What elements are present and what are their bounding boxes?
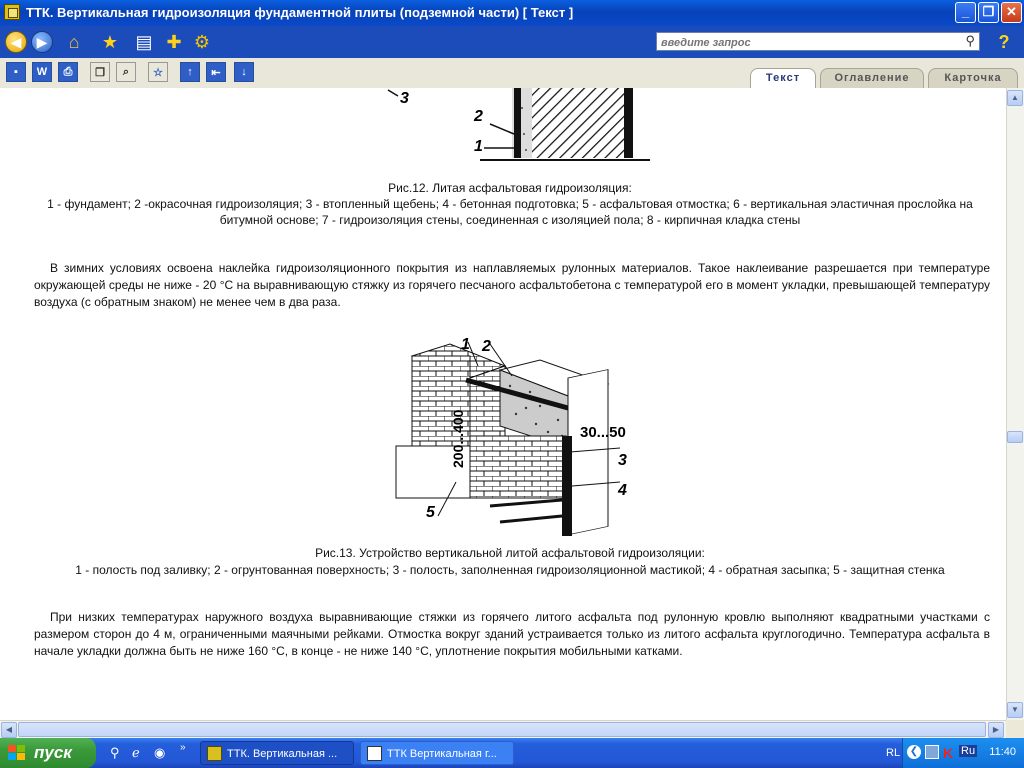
minimize-button[interactable]: _ <box>955 2 976 23</box>
forward-button[interactable] <box>30 30 54 54</box>
settings-button[interactable] <box>190 30 214 54</box>
document-button[interactable] <box>132 30 156 54</box>
find-document-icon: ⌕ <box>122 65 130 78</box>
taskbar-item-2[interactable] <box>360 741 514 765</box>
add-to-favorites-button[interactable] <box>148 62 168 82</box>
export-word-button[interactable] <box>32 62 52 82</box>
help-button[interactable] <box>992 30 1016 54</box>
search-icon[interactable]: ⚲ <box>965 33 975 48</box>
taskbar-item-1[interactable] <box>200 741 354 765</box>
copy-icon: ❐ <box>95 66 105 79</box>
document-content <box>0 88 1006 720</box>
forward-arrow-icon: ▶ <box>31 31 53 53</box>
figure-12-caption-title: Рис.12. Литая асфальтовая гидроизоляция: <box>388 181 632 195</box>
save-button[interactable] <box>6 62 26 82</box>
vertical-scrollbar[interactable] <box>1006 88 1024 720</box>
figure-13-label-1: 1 <box>461 336 470 353</box>
maximize-button[interactable]: ❐ <box>978 2 999 23</box>
favorites-button[interactable] <box>98 30 122 54</box>
arrow-left-icon: ⇤ <box>211 66 221 79</box>
scroll-right-button[interactable]: ▶ <box>988 722 1004 738</box>
back-button[interactable] <box>4 30 28 54</box>
home-button[interactable] <box>62 30 86 54</box>
search-box[interactable] <box>656 32 980 51</box>
print-button[interactable] <box>58 62 78 82</box>
scroll-left-button[interactable]: ◀ <box>1 722 17 738</box>
system-tray <box>902 738 1024 768</box>
download-button[interactable] <box>234 62 254 82</box>
gear-icon: ⚙ <box>193 31 211 52</box>
back-arrow-icon: ◀ <box>5 31 27 53</box>
find-in-document-button[interactable] <box>116 62 136 82</box>
horizontal-scrollbar[interactable] <box>0 720 1006 738</box>
figure-13-caption-body: 1 - полость под заливку; 2 - огрунтованная поверхность; 3 - полость, заполненная гидроизоляционной мастикой; 4 - обратная засыпка; 5 - защитная стенка <box>75 563 945 577</box>
windows-logo-icon <box>8 745 26 761</box>
figure-13-label-4: 4 <box>618 482 627 499</box>
taskbar <box>0 738 1024 768</box>
copy-button[interactable] <box>90 62 110 82</box>
figure-12-label-1: 1 <box>474 138 483 155</box>
quicklaunch-more-icon[interactable]: » <box>180 742 186 753</box>
add-document-icon: ✚ <box>166 31 182 52</box>
taskbar-item-label: ТТК. Вертикальная ... <box>227 748 338 760</box>
figure-13-label-dim1: 30...50 <box>580 424 626 441</box>
keyboard-layout-indicator[interactable]: Ru <box>961 745 976 757</box>
start-label: пуск <box>34 743 72 762</box>
upload-button[interactable] <box>180 62 200 82</box>
scroll-down-button[interactable]: ▼ <box>1007 702 1023 718</box>
scrollbar-corner <box>1006 720 1024 738</box>
star-outline-icon: ☆ <box>153 66 163 79</box>
home-icon: ⌂ <box>68 31 80 52</box>
help-icon: ? <box>998 31 1010 52</box>
floppy-icon: ▪ <box>14 66 18 78</box>
add-bookmark-button[interactable] <box>162 30 186 54</box>
paragraph-2: При низких температурах наружного воздуха выравнивающие стяжки из горячего литого асфальта под рулонную кровлю выполняют квадратными участками с размером сторон до 4 м, ограниченными маячными рейками. Отмостка вокруг зданий устраивается только из литого асфальта круглогодично. Температура асфальта в начале укладки должна быть не ниже 160 °С, в конце - не ниже 140 °С, уплотнение покрытия мобильными катками. <box>34 610 990 658</box>
figure-12-drawing <box>380 88 660 166</box>
figure-13-label-5: 5 <box>426 504 435 521</box>
word-icon: W <box>36 66 48 78</box>
tab-contents[interactable]: Оглавление <box>820 68 924 88</box>
tab-text[interactable]: Текст <box>750 68 816 89</box>
app-icon <box>4 4 20 20</box>
horizontal-scroll-thumb[interactable] <box>18 722 986 737</box>
search-input[interactable] <box>657 34 965 52</box>
document-icon <box>367 746 382 761</box>
document-icon: ▤ <box>135 31 153 52</box>
figure-13-label-2: 2 <box>482 338 491 355</box>
tray-collapse-icon[interactable]: ❮ <box>907 745 921 759</box>
printer-icon: ⎙ <box>63 65 73 78</box>
figure-12-label-3: 3 <box>400 90 409 107</box>
arrow-down-icon: ↓ <box>241 66 247 78</box>
clock: 11:40 <box>989 746 1016 758</box>
quicklaunch-media-icon[interactable]: ◉ <box>154 745 166 760</box>
paragraph-1: В зимних условиях освоена наклейка гидроизоляционного покрытия из наплавляемых рулонных материалов. Такое наклеивание разрешается при температуре окружающей среды не ниже - 20 °С на выравнивающую стяжку из горячего песчаного асфальтобетона с температурой его в момент укладки, превышающей температуру воздуха (с обратным знаком) не менее чем в два раза. <box>34 261 990 309</box>
figure-13-caption-title: Рис.13. Устройство вертикальной литой асфальтовой гидроизоляции: <box>315 546 705 560</box>
network-icon[interactable] <box>925 745 939 759</box>
quicklaunch-search-icon[interactable]: ⚲ <box>110 745 120 760</box>
app-icon <box>207 746 222 761</box>
tab-card[interactable]: Карточка <box>928 68 1018 88</box>
window-title: ТТК. Вертикальная гидроизоляция фундаментной плиты (подземной части) [ Текст ] <box>26 5 574 20</box>
arrow-up-icon: ↑ <box>187 66 193 78</box>
figure-12-label-2: 2 <box>474 108 483 125</box>
antivirus-icon[interactable]: K <box>943 745 954 761</box>
figure-12-caption-body: 1 - фундамент; 2 -окрасочная гидроизоляция; 3 - втопленный щебень; 4 - бетонная подготовка; 5 - асфальтовая отмостка; 6 - вертикальная эластичная прослойка на битумной основе; 7 - гидроизоляция стены, соединенная с изоляцией пола; 8 - кирпичная кладка стены <box>47 197 973 227</box>
close-button[interactable]: ✕ <box>1001 2 1022 23</box>
quicklaunch-ie-icon[interactable]: ℯ <box>132 745 140 760</box>
taskbar-item-label: ТТК Вертикальная г... <box>387 748 497 760</box>
start-button[interactable] <box>0 738 96 768</box>
scroll-thumb[interactable] <box>1007 431 1023 443</box>
scroll-up-button[interactable]: ▲ <box>1007 90 1023 106</box>
figure-13-label-3: 3 <box>618 452 627 469</box>
star-icon: ★ <box>101 31 119 52</box>
figure-13-label-dim2: 200...400 <box>450 409 466 468</box>
go-to-button[interactable] <box>206 62 226 82</box>
window-titlebar[interactable] <box>0 0 1024 26</box>
language-indicator[interactable]: RL <box>886 747 901 759</box>
